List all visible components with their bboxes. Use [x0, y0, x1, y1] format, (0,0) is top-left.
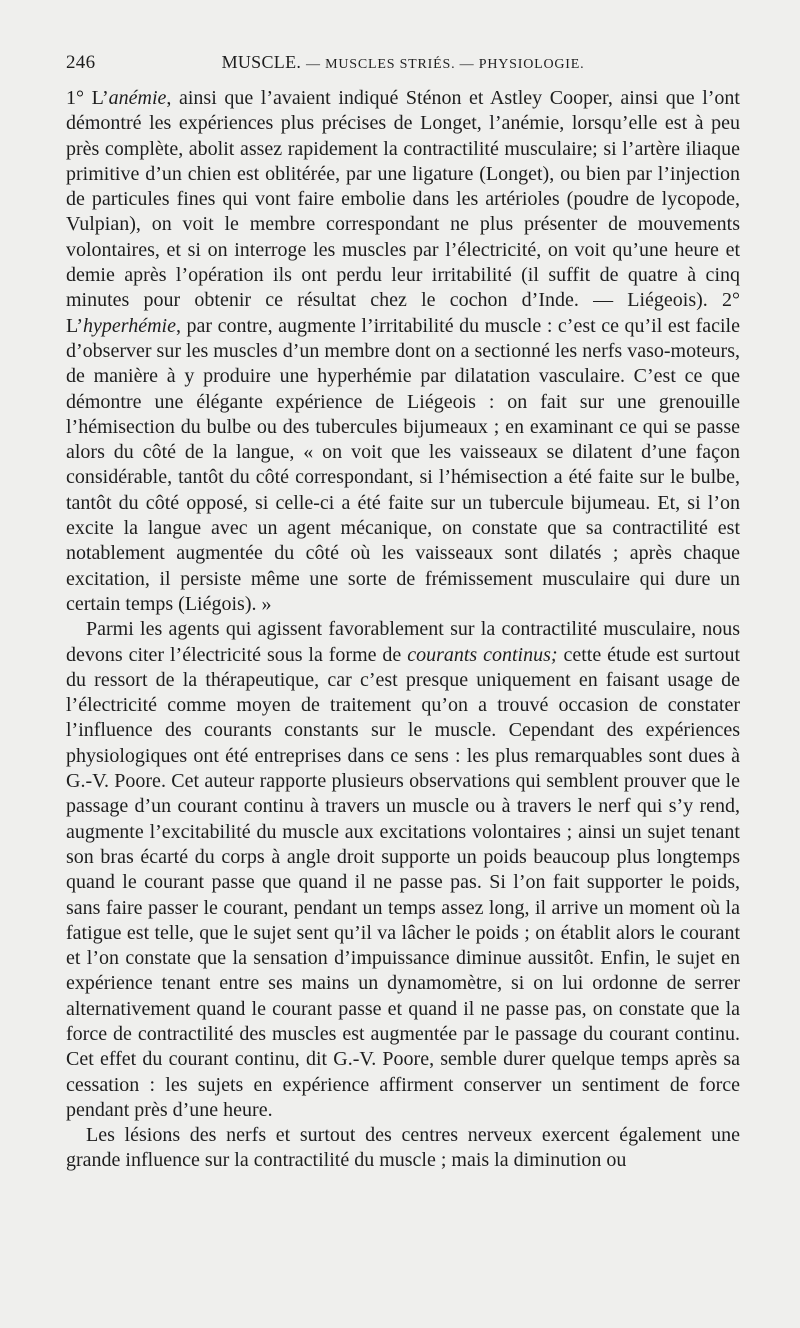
body-text	[66, 86, 740, 1174]
paragraph-courants-continus	[66, 617, 740, 1123]
paragraph-anemie	[66, 86, 740, 617]
paragraph-lesions-nerfs	[66, 1123, 740, 1174]
running-title	[126, 52, 740, 73]
italic-term-anemie: anémie	[108, 87, 167, 109]
running-title-rest: — MUSCLES STRIÉS. — PHYSIOLOGIE.	[306, 57, 585, 72]
page-number: 246	[66, 52, 96, 73]
text-segment: Les lésions des nerfs et surtout des centres nerveux exercent également une grande influence sur la contractilité du muscle ; mais la diminution ou	[66, 1124, 740, 1172]
italic-term-hyperhemie: hyperhémie	[83, 314, 176, 337]
text-segment: Parmi les agents qui agissent favorablement sur la contractilité musculaire, nous devons citer l’électricité sous la forme de	[66, 618, 740, 666]
running-title-main: MUSCLE.	[221, 52, 302, 72]
italic-term-courants-continus: courants continus;	[407, 643, 558, 666]
text-segment: cette étude est surtout du ressort de la thérapeutique, car c’est presque uniquement en faisant usage de l’électricité comme moyen de traitement qu’on a trouvé occasion de constater l’influence des courants constants sur le muscle. Cependant des expériences physiologiques ont été entreprises dans ce sens : les plus remarquables sont dues à G.-V. Poore. Cet auteur rapporte plusieurs observations qui semblent prouver que le passage d’un courant continu à travers un muscle ou à travers le nerf qui s’y rend, augmente l’excitabilité du muscle aux excitations volontaires ; ainsi un sujet tenant son bras écarté du corps à angle droit supporte un poids beaucoup plus longtemps quand le courant passe que quand il ne passe pas. Si l’on fait supporter le poids, sans faire passer le courant, pendant un temps assez long, il arrive un moment où la fatigue est telle, que le sujet sent qu’il va lâcher le poids ; on établit alors le courant et l’on constate que la sensation d’impuissance diminue aussitôt. Enfin, le sujet en expérience tenant entre ses mains un dynamomètre, si on lui ordonne de serrer alternativement quand le courant passe et quand il ne passe pas, on constate que la force de contractilité des muscles est augmentée par le passage du courant continu. Cet effet du courant continu, dit G.-V. Poore, semble durer quelque temps après sa cessation : les sujets en expérience affirment conserver un sentiment de force pendant près d’une heure.	[66, 643, 740, 1121]
text-segment: 1° L’	[66, 87, 109, 109]
page-header	[66, 52, 740, 86]
text-segment: , ainsi que l’avaient indiqué Sténon et Astley Cooper, ainsi que l’ont démontré les expériences plus précises de Longet, l’anémie, lorsqu’elle est à peu près complète, abolit assez rapidement la contractilité musculaire; si l’artère iliaque primitive d’un chien est oblitérée, par une ligature (Longet), ou bien par l’injection de particules fines qui vont faire embolie dans les artérioles (poudre de lycopode, Vulpian), on voit le membre correspondant ne plus présenter de mouvements volontaires, et si on interroge les muscles par l’électricité, on voit qu’une heure et demie après l’opération ils ont perdu leur irritabilité (il suffit de quatre à cinq minutes pour obtenir ce résultat chez le cochon d’Inde. — Liégeois). 2° L’	[66, 87, 740, 337]
text-segment: , par contre, augmente l’irritabilité du muscle : c’est ce qu’il est facile d’observer sur les muscles d’un membre dont on a sectionné les nerfs vaso-moteurs, de manière à y produire une hyperhémie par dilatation vasculaire. C’est ce que démontre une élégante expérience de Liégeois : on fait sur une grenouille l’hémisection du bulbe ou des tubercules bijumeaux ; en examinant ce qui se passe alors du côté de la langue, « on voit que les vaisseaux se dilatent d’une façon considérable, tantôt du côté correspondant, si l’hémisection a été faite sur le bulbe, tantôt du côté opposé, si celle-ci a été faite sur un tubercule bijumeau. Et, si l’on excite la langue avec un agent mécanique, on constate que sa contractilité est notablement augmentée du côté où les vaisseaux sont dilatés ; après chaque excitation, il persiste même une sorte de frémissement musculaire qui dure un certain temps (Liégois). »	[66, 314, 740, 615]
